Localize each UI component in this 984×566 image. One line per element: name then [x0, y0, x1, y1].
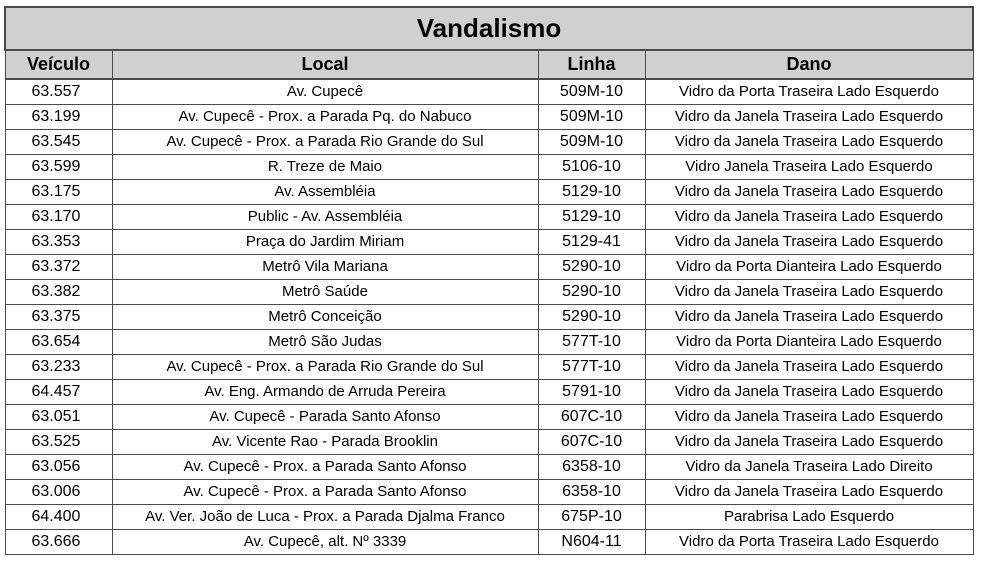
- table-row: [5, 155, 973, 180]
- cell-dano: Vidro da Porta Dianteira Lado Esquerdo: [645, 330, 973, 355]
- cell-dano: Vidro da Porta Traseira Lado Esquerdo: [645, 530, 973, 555]
- cell-linha: 5106-10: [538, 155, 645, 180]
- cell-linha: 577T-10: [538, 355, 645, 380]
- cell-dano: Vidro da Porta Traseira Lado Esquerdo: [645, 79, 973, 105]
- cell-linha: 509M-10: [538, 79, 645, 105]
- table-row: [5, 330, 973, 355]
- cell-veiculo: 63.175: [5, 180, 112, 205]
- cell-dano: Vidro da Porta Dianteira Lado Esquerdo: [645, 255, 973, 280]
- table-row: [5, 79, 973, 105]
- table-row: [5, 380, 973, 405]
- cell-veiculo: 63.170: [5, 205, 112, 230]
- table-row: [5, 105, 973, 130]
- cell-local: Av. Cupecê - Parada Santo Afonso: [112, 405, 538, 430]
- cell-linha: 607C-10: [538, 430, 645, 455]
- cell-local: Av. Cupecê - Prox. a Parada Pq. do Nabuco: [112, 105, 538, 130]
- table-row: [5, 180, 973, 205]
- cell-local: Av. Cupecê: [112, 79, 538, 105]
- cell-linha: 5129-41: [538, 230, 645, 255]
- cell-dano: Parabrisa Lado Esquerdo: [645, 505, 973, 530]
- cell-dano: Vidro da Janela Traseira Lado Esquerdo: [645, 230, 973, 255]
- cell-dano: Vidro da Janela Traseira Lado Esquerdo: [645, 180, 973, 205]
- cell-veiculo: 63.545: [5, 130, 112, 155]
- cell-local: Av. Cupecê - Prox. a Parada Rio Grande do Sul: [112, 130, 538, 155]
- cell-local: Av. Cupecê - Prox. a Parada Santo Afonso: [112, 455, 538, 480]
- cell-dano: Vidro da Janela Traseira Lado Direito: [645, 455, 973, 480]
- cell-veiculo: 63.199: [5, 105, 112, 130]
- cell-linha: 5129-10: [538, 205, 645, 230]
- cell-linha: 577T-10: [538, 330, 645, 355]
- cell-linha: 5129-10: [538, 180, 645, 205]
- cell-dano: Vidro da Janela Traseira Lado Esquerdo: [645, 480, 973, 505]
- table-row: [5, 280, 973, 305]
- cell-linha: 5791-10: [538, 380, 645, 405]
- table-row: [5, 305, 973, 330]
- cell-dano: Vidro da Janela Traseira Lado Esquerdo: [645, 405, 973, 430]
- cell-local: R. Treze de Maio: [112, 155, 538, 180]
- cell-linha: 509M-10: [538, 130, 645, 155]
- cell-veiculo: 63.006: [5, 480, 112, 505]
- cell-local: Metrô Conceição: [112, 305, 538, 330]
- cell-linha: 5290-10: [538, 280, 645, 305]
- table-row: [5, 505, 973, 530]
- cell-linha: 6358-10: [538, 455, 645, 480]
- cell-linha: 607C-10: [538, 405, 645, 430]
- cell-local: Av. Ver. João de Luca - Prox. a Parada Djalma Franco: [112, 505, 538, 530]
- cell-local: Public - Av. Assembléia: [112, 205, 538, 230]
- table-body: [5, 79, 973, 555]
- header-dano: Dano: [645, 50, 973, 79]
- cell-local: Av. Vicente Rao - Parada Brooklin: [112, 430, 538, 455]
- cell-linha: 675P-10: [538, 505, 645, 530]
- table-row: [5, 230, 973, 255]
- cell-veiculo: 63.353: [5, 230, 112, 255]
- cell-dano: Vidro da Janela Traseira Lado Esquerdo: [645, 380, 973, 405]
- cell-linha: 5290-10: [538, 255, 645, 280]
- cell-local: Metrô Saúde: [112, 280, 538, 305]
- cell-veiculo: 63.599: [5, 155, 112, 180]
- cell-linha: 6358-10: [538, 480, 645, 505]
- cell-veiculo: 64.457: [5, 380, 112, 405]
- table-row: [5, 455, 973, 480]
- cell-local: Metrô São Judas: [112, 330, 538, 355]
- header-linha: Linha: [538, 50, 645, 79]
- cell-veiculo: 63.525: [5, 430, 112, 455]
- table-row: [5, 530, 973, 555]
- cell-dano: Vidro da Janela Traseira Lado Esquerdo: [645, 430, 973, 455]
- table-row: [5, 480, 973, 505]
- cell-linha: 5290-10: [538, 305, 645, 330]
- table-row: [5, 205, 973, 230]
- table-row: [5, 405, 973, 430]
- header-local: Local: [112, 50, 538, 79]
- cell-local: Av. Cupecê - Prox. a Parada Santo Afonso: [112, 480, 538, 505]
- cell-veiculo: 63.666: [5, 530, 112, 555]
- cell-local: Metrô Vila Mariana: [112, 255, 538, 280]
- cell-local: Av. Eng. Armando de Arruda Pereira: [112, 380, 538, 405]
- cell-veiculo: 63.382: [5, 280, 112, 305]
- cell-veiculo: 63.051: [5, 405, 112, 430]
- table-title-row: [5, 7, 973, 50]
- cell-veiculo: 63.654: [5, 330, 112, 355]
- cell-veiculo: 63.233: [5, 355, 112, 380]
- table-row: [5, 130, 973, 155]
- cell-dano: Vidro da Janela Traseira Lado Esquerdo: [645, 105, 973, 130]
- cell-local: Av. Cupecê, alt. Nº 3339: [112, 530, 538, 555]
- cell-local: Praça do Jardim Miriam: [112, 230, 538, 255]
- cell-linha: N604-11: [538, 530, 645, 555]
- cell-local: Av. Cupecê - Prox. a Parada Rio Grande do Sul: [112, 355, 538, 380]
- table-title: Vandalismo: [5, 7, 973, 50]
- cell-dano: Vidro da Janela Traseira Lado Esquerdo: [645, 280, 973, 305]
- table-row: [5, 430, 973, 455]
- cell-dano: Vidro Janela Traseira Lado Esquerdo: [645, 155, 973, 180]
- cell-dano: Vidro da Janela Traseira Lado Esquerdo: [645, 130, 973, 155]
- cell-linha: 509M-10: [538, 105, 645, 130]
- cell-veiculo: 63.375: [5, 305, 112, 330]
- cell-dano: Vidro da Janela Traseira Lado Esquerdo: [645, 205, 973, 230]
- vandalism-table: [4, 6, 974, 555]
- cell-dano: Vidro da Janela Traseira Lado Esquerdo: [645, 305, 973, 330]
- header-veiculo: Veículo: [5, 50, 112, 79]
- cell-veiculo: 63.557: [5, 79, 112, 105]
- table-row: [5, 255, 973, 280]
- cell-dano: Vidro da Janela Traseira Lado Esquerdo: [645, 355, 973, 380]
- cell-veiculo: 63.372: [5, 255, 112, 280]
- table-header-row: [5, 50, 973, 79]
- cell-local: Av. Assembléia: [112, 180, 538, 205]
- cell-veiculo: 64.400: [5, 505, 112, 530]
- table-row: [5, 355, 973, 380]
- cell-veiculo: 63.056: [5, 455, 112, 480]
